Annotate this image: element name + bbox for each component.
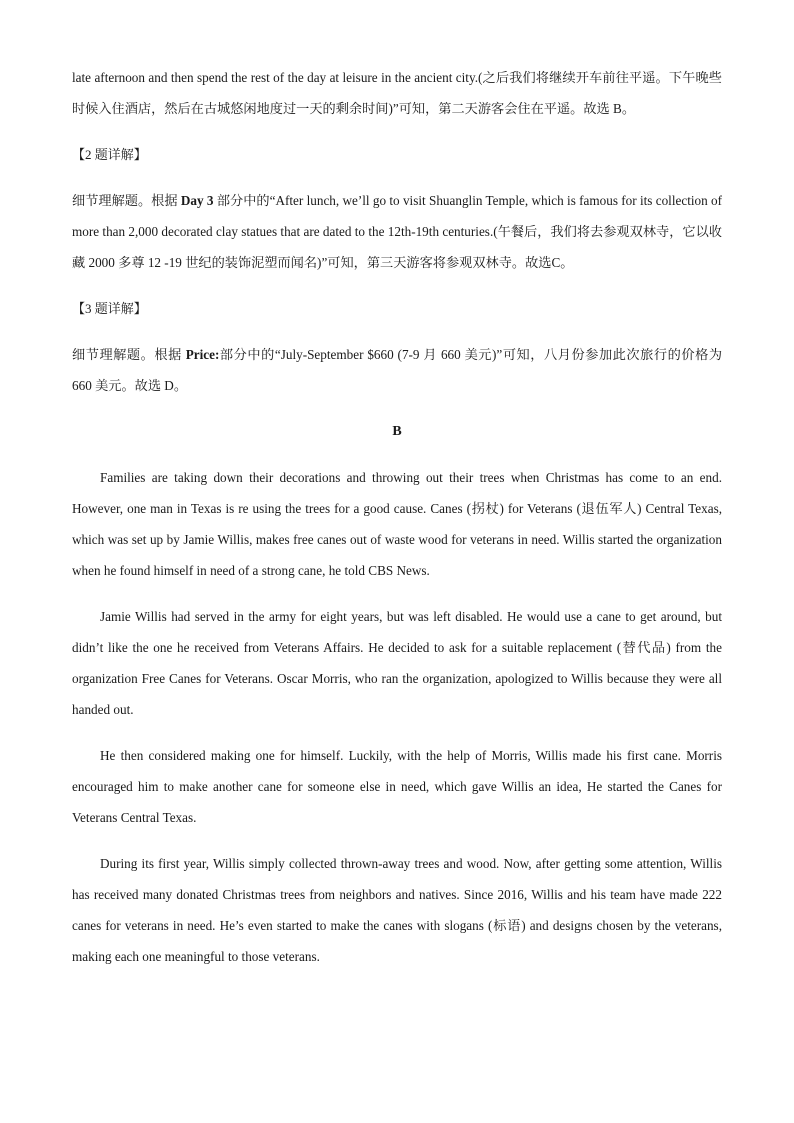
document-page [72, 62, 722, 987]
q3-text-pre: 细节理解题。根据 [72, 347, 186, 362]
q2-text-pre: 细节理解题。根据 [72, 193, 181, 208]
q3-text-post: 部分中的“July-September $660 (7-9 月 660 美元)”可知，八月份参加此次旅行的价格为 660 美元。故选 D。 [72, 347, 723, 393]
q2-text-post: 部分中的“After lunch, we’ll go to visit Shuanglin Temple, which is famous for its collection of more than 2,000 decorated clay statues that are dated to the 12th-19th centuries.(午餐后，我们将去参观双林寺，它以收藏 2000 多尊 12 -19 世纪的装饰泥塑而闻名)”可知，第三天游客将参观双林寺。故选C。 [72, 193, 723, 270]
passage-paragraph-1: Families are taking down their decorations and throwing out their trees when Christmas has come to an end. However, one man in Texas is re using the trees for a good cause. Canes (拐杖) for Veterans (退伍军人) Central Texas, which was set up by Jamie Willis, makes free canes out of waste wood for veterans in need. Willis started the organization when he found himself in need of a strong cane, he told CBS News. [72, 470, 722, 578]
q3-bold-term: Price: [185, 347, 220, 362]
section-letter: B [392, 424, 402, 439]
q2-explanation [72, 185, 722, 278]
q2-heading: 【2 题详解】 [72, 147, 147, 162]
q1-explanation-tail: late afternoon and then spend the rest of the day at leisure in the ancient city.(之后我们将继续开车前往平遥。下午晚些时候入住酒店，然后在古城悠闲地度过一天的剩余时间)”可知，第二天游客会住在平遥。故选 B。 [72, 70, 722, 116]
passage-paragraph-4: During its first year, Willis simply collected thrown-away trees and wood. Now, after getting some attention, Willis has received many donated Christmas trees from neighbors and natives. Since 2016, Willis and his team have made 222 canes for veterans in need. He’s even started to make the canes with slogans (标语) and designs chosen by the veterans, making each one meaningful to those veterans. [72, 856, 722, 964]
q3-heading: 【3 题详解】 [72, 301, 147, 316]
passage-paragraph-2: Jamie Willis had served in the army for eight years, but was left disabled. He would use a cane to get around, but didn’t like the one he received from Veterans Affairs. He decided to ask for a suitable replacement (替代品) from the organization Free Canes for Veterans. Oscar Morris, who ran the organization, apologized to Willis because they were all handed out. [72, 609, 722, 717]
q3-explanation [72, 339, 722, 401]
passage-paragraph-3: He then considered making one for himself. Luckily, with the help of Morris, Willis made his first cane. Morris encouraged him to make another cane for someone else in need, which gave Willis an idea, He started the Canes for Veterans Central Texas. [72, 748, 722, 825]
q2-bold-term: Day 3 [180, 193, 214, 208]
